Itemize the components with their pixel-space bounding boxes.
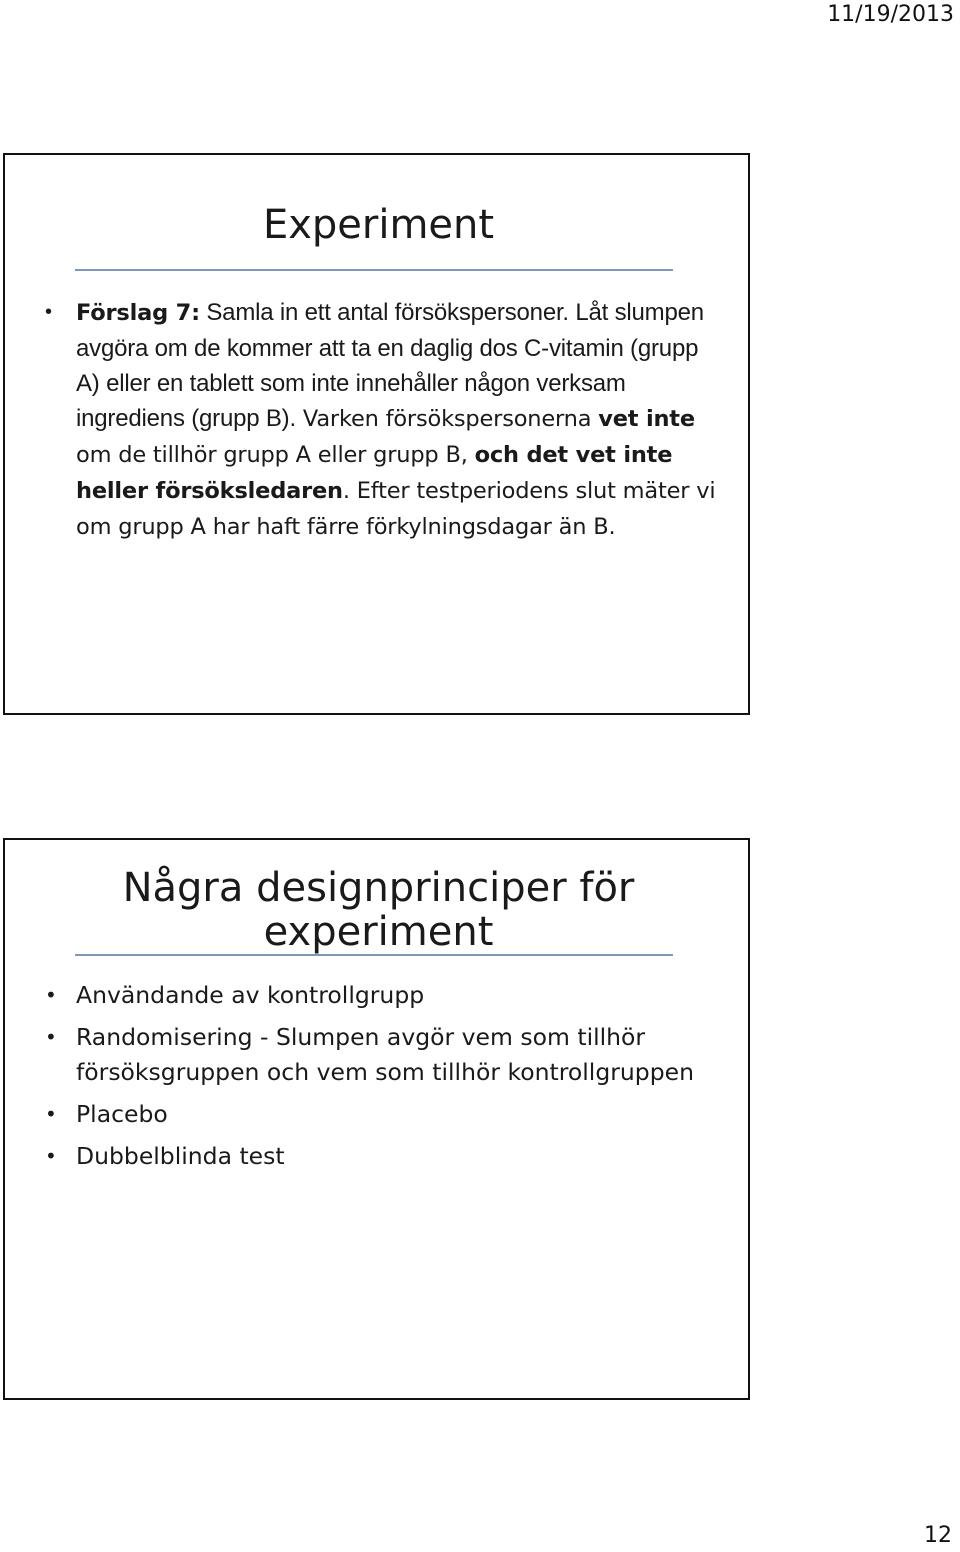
bullet-icon: • xyxy=(45,1025,57,1049)
text-segment: Samla in ett antal försökspersoner. Låt slumpen avgöra om de kommer att ta en daglig dos C-vitamin (grupp A) eller en tablett som inte innehåller någon verksam ingrediens (grupp B). xyxy=(76,299,704,432)
list-item xyxy=(45,1097,718,1132)
list-item xyxy=(45,295,718,545)
slide-design-principles xyxy=(3,838,750,1400)
slide-experiment xyxy=(3,153,750,715)
title-divider xyxy=(75,269,673,271)
text-segment: . Efter testperiodens slut mäter vi om grupp A har haft färre förkylningsdagar än B. xyxy=(76,478,716,540)
slide-title: Experiment xyxy=(262,202,495,248)
bold-lead: Förslag 7: xyxy=(76,300,200,326)
list-item xyxy=(45,1139,718,1174)
bold-segment: och det vet inte heller försöksledaren xyxy=(76,442,673,504)
slide-title: Några designprinciper för experiment xyxy=(122,865,635,955)
list-item xyxy=(45,1020,718,1090)
title-divider xyxy=(75,954,673,956)
document-date: 11/19/2013 xyxy=(827,2,954,27)
bullet-list xyxy=(45,295,718,545)
bullet-list xyxy=(45,978,718,1181)
bold-segment: vet inte xyxy=(598,406,695,432)
bullet-icon: • xyxy=(45,1144,57,1168)
bullet-text: Placebo xyxy=(76,1100,168,1128)
text-segment: om de tillhör grupp A eller grupp B, xyxy=(76,442,475,468)
page-number: 12 xyxy=(924,1523,952,1548)
bullet-text: Randomisering - Slumpen avgör vem som tillhör försöksgruppen och vem som tillhör kontrollgruppen xyxy=(76,1023,694,1086)
bullet-icon: • xyxy=(45,1102,57,1126)
text-segment: Varken försökspersonerna xyxy=(295,406,599,432)
bullet-text: Dubbelblinda test xyxy=(76,1142,285,1170)
bullet-text: Användande av kontrollgrupp xyxy=(76,981,425,1009)
bullet-text xyxy=(76,299,715,540)
bullet-icon: • xyxy=(45,301,53,323)
list-item xyxy=(45,978,718,1013)
bullet-icon: • xyxy=(45,983,57,1007)
